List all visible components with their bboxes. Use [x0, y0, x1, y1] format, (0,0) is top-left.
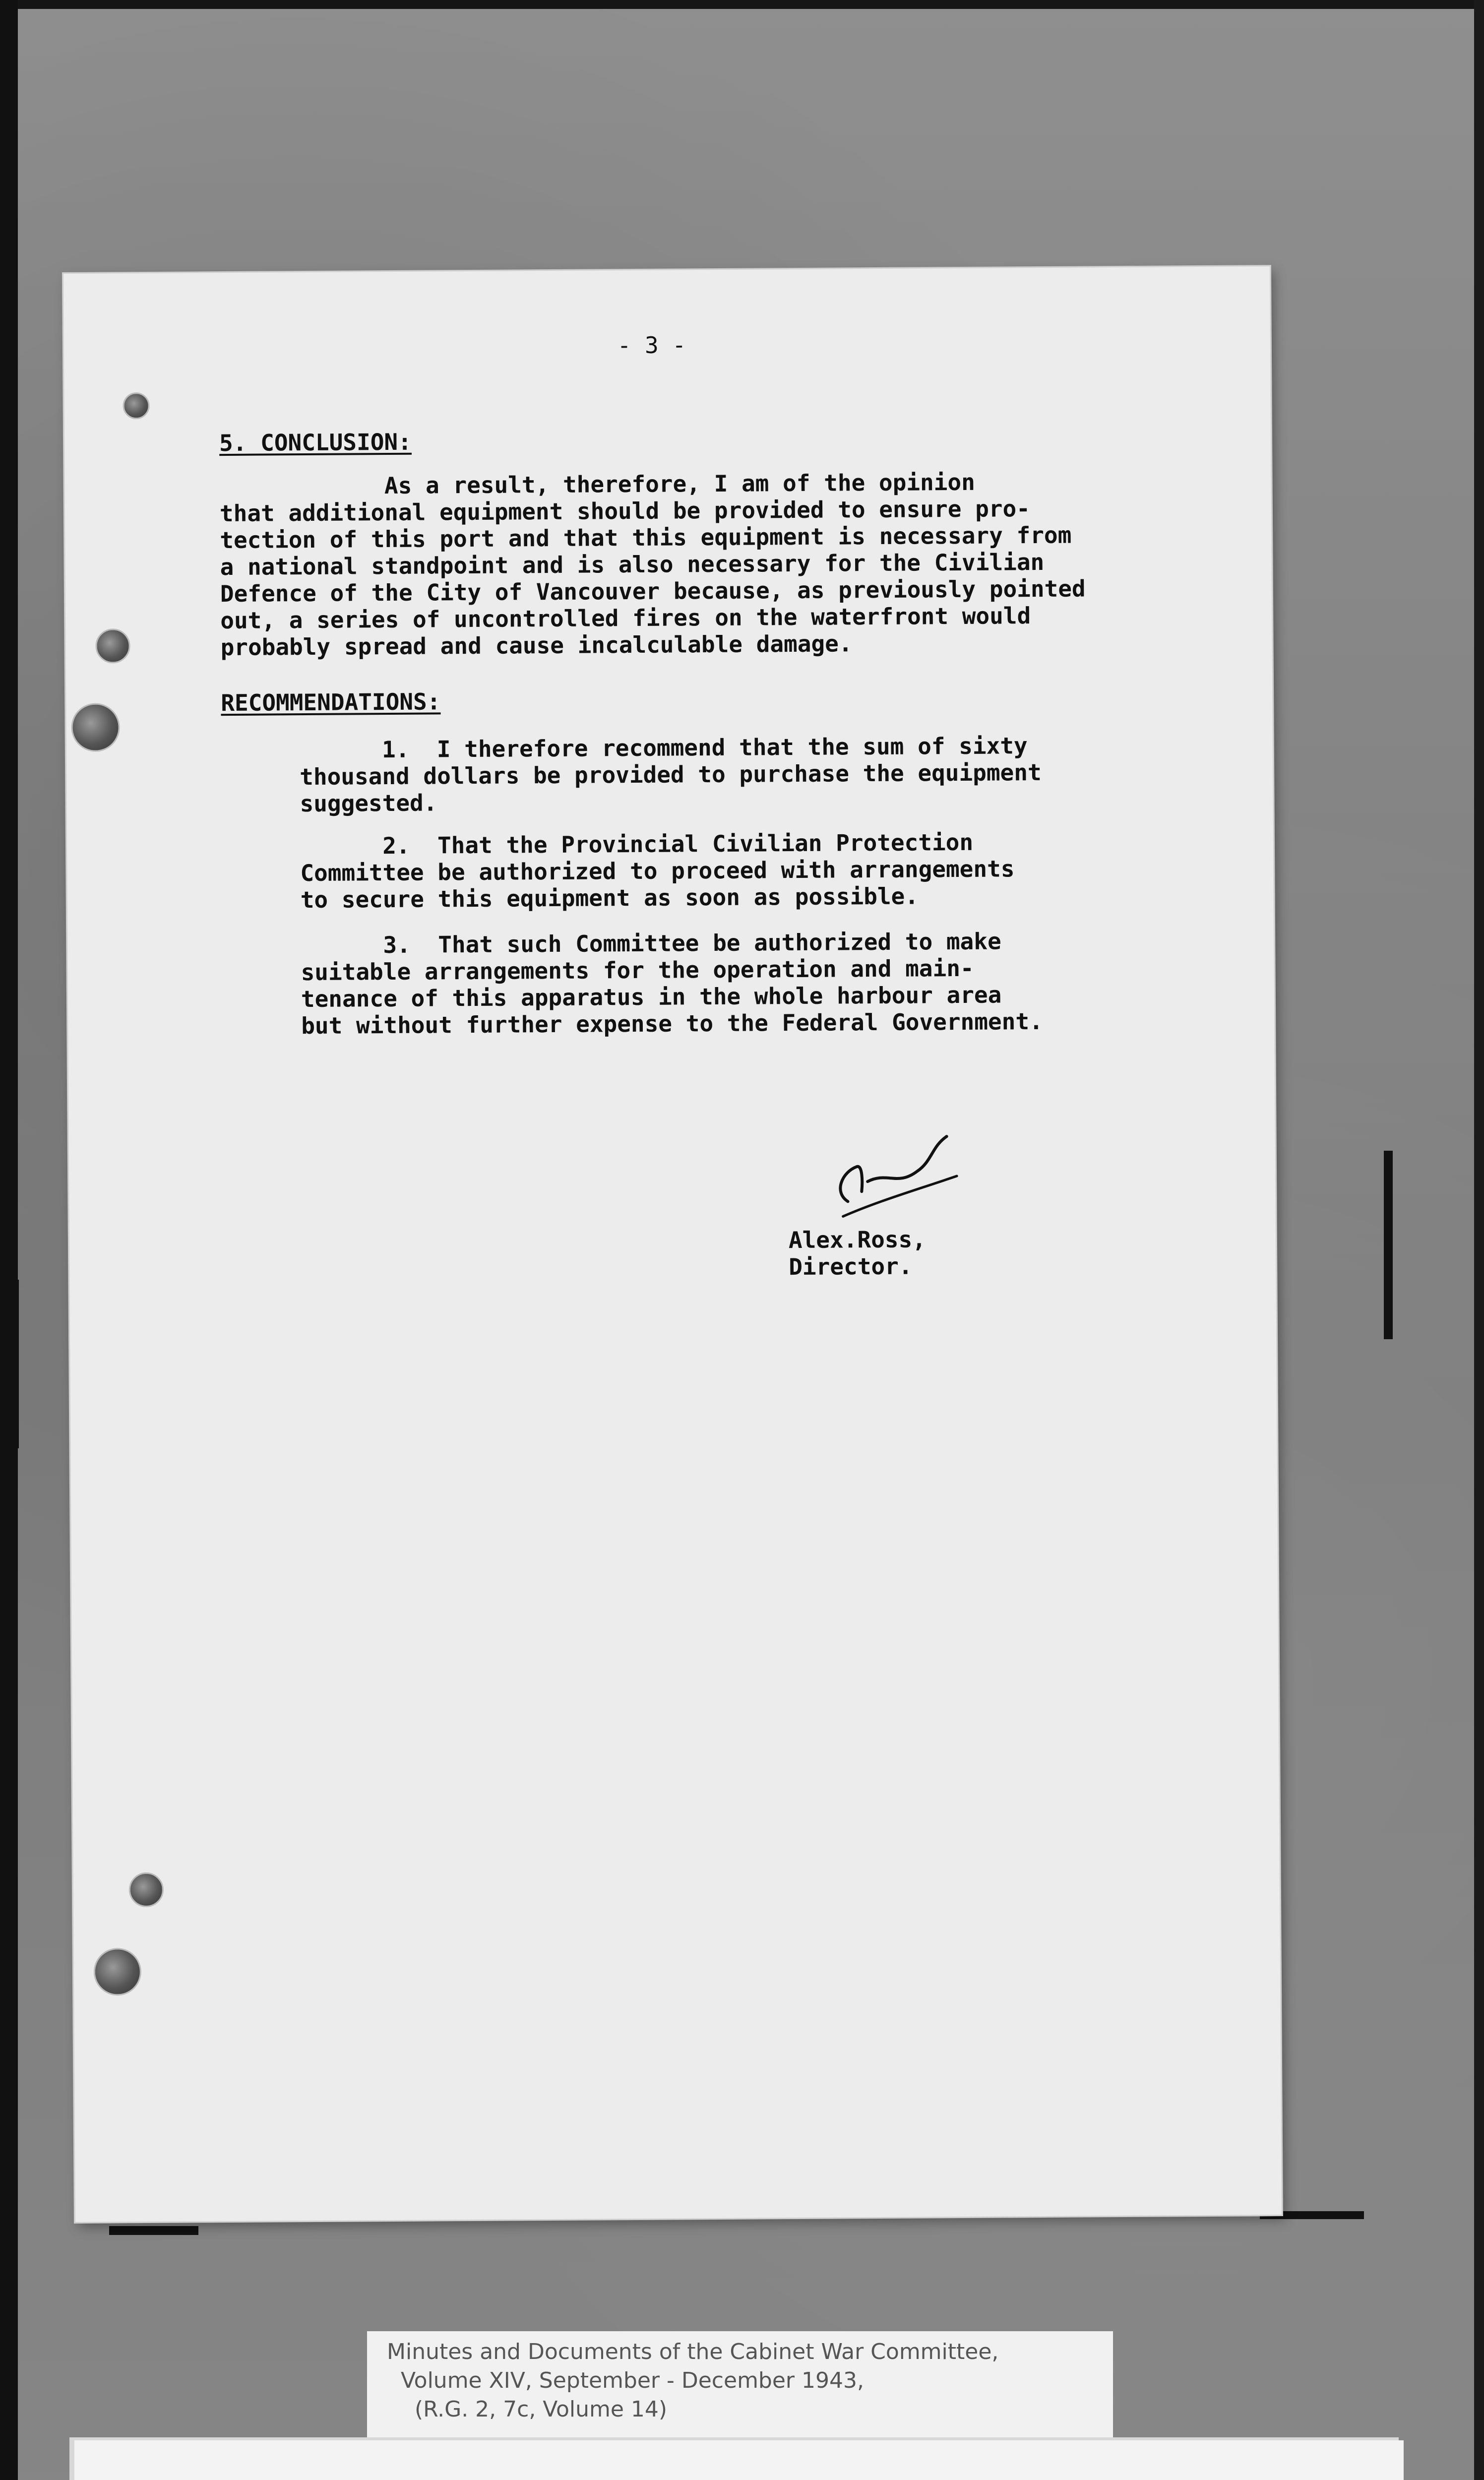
paragraph-line: 3. That such Committee be authorized to make	[301, 928, 1001, 959]
document-page	[63, 266, 1282, 2222]
paragraph-line: a national standpoint and is also necessary for the Civilian	[220, 548, 1045, 581]
punch-hole	[95, 628, 130, 663]
paragraph-line: but without further expense to the Federal Government.	[301, 1007, 1043, 1040]
punch-hole	[71, 703, 120, 752]
film-mark-bottom-left	[109, 2226, 198, 2235]
page-number: - 3 -	[617, 331, 686, 359]
paragraph-line: probably spread and cause incalculable damage.	[220, 630, 853, 661]
punch-hole	[123, 392, 149, 419]
punch-hole	[94, 1948, 142, 1996]
caption-line: Minutes and Documents of the Cabinet War Committee,	[387, 2339, 999, 2364]
paragraph-line: to secure this equipment as soon as possible.	[300, 882, 919, 914]
paragraph-line: tenance of this apparatus in the whole harbour area	[301, 981, 1002, 1013]
section-heading-conclusion: 5. CONCLUSION:	[219, 428, 412, 457]
paragraph-line: tection of this port and that this equipment is necessary from	[220, 521, 1072, 554]
film-mark-right	[1384, 1151, 1393, 1339]
paragraph-line: suggested.	[300, 789, 437, 817]
paragraph-line: suitable arrangements for the operation and main-	[301, 954, 974, 986]
archive-stamp	[74, 2440, 1404, 2480]
paragraph-line: that additional equipment should be provided to ensure pro-	[219, 495, 1031, 527]
paragraph-line: As a result, therefore, I am of the opinion	[219, 468, 975, 500]
paragraph-line: Defence of the City of Vancouver because, as previously pointed	[220, 575, 1086, 608]
paragraph-line: 1. I therefore recommend that the sum of sixty	[299, 732, 1028, 764]
archive-caption	[367, 2331, 1113, 2440]
handwritten-signature	[812, 1116, 972, 1227]
film-frame-top	[0, 0, 1484, 9]
caption-line: Volume XIV, September - December 1943,	[387, 2368, 864, 2393]
signatory-title: Director.	[789, 1252, 913, 1281]
paragraph-line: out, a series of uncontrolled fires on the waterfront would	[220, 602, 1031, 634]
caption-line: (R.G. 2, 7c, Volume 14)	[387, 2397, 668, 2422]
film-frame-left	[0, 0, 18, 2480]
section-heading-recommendations: RECOMMENDATIONS:	[221, 688, 441, 717]
paragraph-line: 2. That the Provincial Civilian Protection	[300, 828, 974, 860]
film-frame-right	[1474, 0, 1484, 2480]
film-mark-left	[10, 1280, 19, 1448]
punch-hole	[129, 1872, 164, 1907]
paragraph-line: Committee be authorized to proceed with arrangements	[300, 855, 1015, 887]
signatory-name: Alex.Ross,	[788, 1226, 927, 1254]
paragraph-line: thousand dollars be provided to purchase the equipment	[300, 758, 1042, 791]
